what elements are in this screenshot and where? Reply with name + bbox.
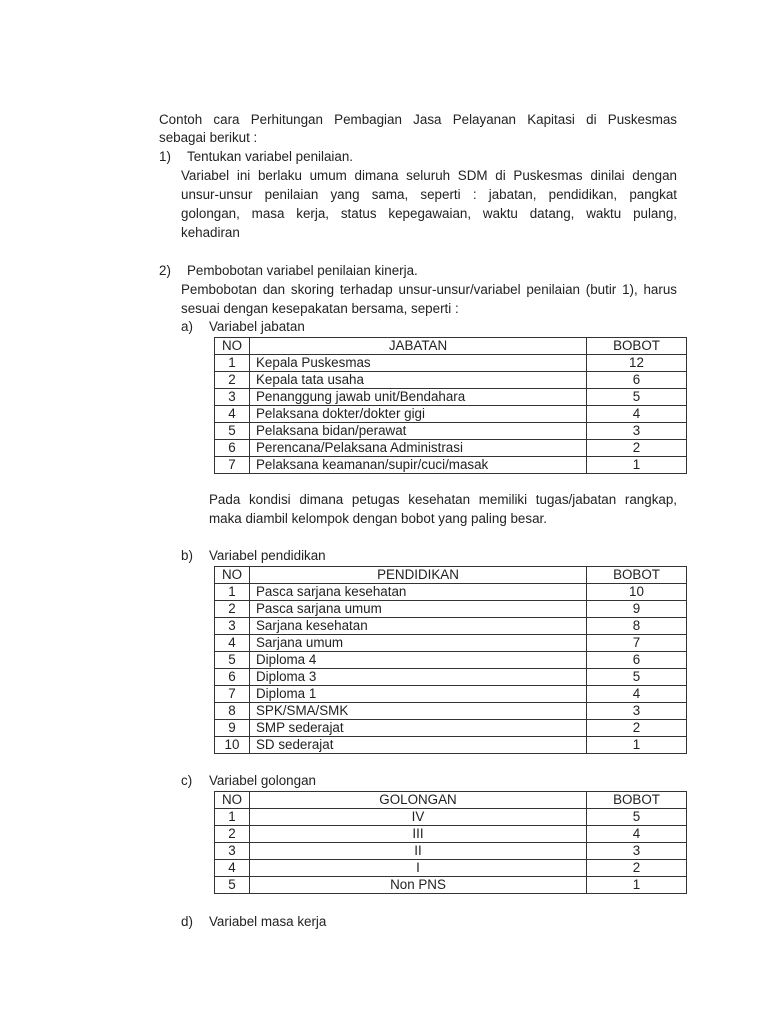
cell-label: IV xyxy=(250,809,587,826)
table-row xyxy=(215,635,687,652)
cell-label: Kepala Puskesmas xyxy=(250,355,587,372)
cell-no: 2 xyxy=(215,372,250,389)
cell-bobot: 5 xyxy=(587,669,687,686)
table-row xyxy=(215,669,687,686)
step-2-title: Pembobotan variabel penilaian kinerja. xyxy=(187,263,418,278)
cell-label: Kepala tata usaha xyxy=(250,372,587,389)
col-header-bobot: BOBOT xyxy=(587,792,687,809)
cell-bobot: 8 xyxy=(587,618,687,635)
cell-bobot: 12 xyxy=(587,355,687,372)
col-header-bobot: BOBOT xyxy=(587,567,687,584)
table-row xyxy=(215,423,687,440)
cell-bobot: 4 xyxy=(587,826,687,843)
cell-no: 4 xyxy=(215,406,250,423)
table-row xyxy=(215,877,687,894)
cell-bobot: 2 xyxy=(587,440,687,457)
table-row xyxy=(215,720,687,737)
section-a-title: Variabel jabatan xyxy=(209,319,305,334)
table-header-row xyxy=(215,792,687,809)
col-header-no: NO xyxy=(215,792,250,809)
cell-no: 6 xyxy=(215,440,250,457)
step-2-number: 2) xyxy=(159,263,171,278)
table-row xyxy=(215,809,687,826)
cell-no: 9 xyxy=(215,720,250,737)
cell-label: Sarjana umum xyxy=(250,635,587,652)
col-header-no: NO xyxy=(215,567,250,584)
cell-label: SPK/SMA/SMK xyxy=(250,703,587,720)
cell-bobot: 1 xyxy=(587,737,687,754)
table-pendidikan xyxy=(214,566,687,754)
cell-no: 3 xyxy=(215,618,250,635)
step-1-para-line-3: golongan, masa kerja, status kepegawaian, waktu datang, waktu pulang, xyxy=(181,206,677,221)
cell-label: Diploma 4 xyxy=(250,652,587,669)
cell-no: 1 xyxy=(215,809,250,826)
cell-bobot: 7 xyxy=(587,635,687,652)
cell-no: 5 xyxy=(215,652,250,669)
cell-bobot: 6 xyxy=(587,372,687,389)
cell-bobot: 10 xyxy=(587,584,687,601)
table-pendidikan-wrapper xyxy=(214,566,687,754)
cell-bobot: 5 xyxy=(587,389,687,406)
cell-label: Pasca sarjana umum xyxy=(250,601,587,618)
table-jabatan xyxy=(214,337,687,474)
cell-no: 8 xyxy=(215,703,250,720)
cell-label: Diploma 1 xyxy=(250,686,587,703)
table-golongan-wrapper xyxy=(214,791,687,894)
section-a-note-line-1: Pada kondisi dimana petugas kesehatan memiliki tugas/jabatan rangkap, xyxy=(209,492,677,507)
table-row xyxy=(215,843,687,860)
cell-no: 4 xyxy=(215,860,250,877)
table-row xyxy=(215,389,687,406)
step-2-para-line-1: Pembobotan dan skoring terhadap unsur-unsur/variabel penilaian (butir 1), harus xyxy=(181,282,677,297)
col-header-pendidikan: PENDIDIKAN xyxy=(250,567,587,584)
table-row xyxy=(215,652,687,669)
cell-no: 7 xyxy=(215,686,250,703)
table-row xyxy=(215,406,687,423)
cell-no: 5 xyxy=(215,423,250,440)
cell-bobot: 5 xyxy=(587,809,687,826)
cell-label: Non PNS xyxy=(250,877,587,894)
step-1-para-line-1: Variabel ini berlaku umum dimana seluruh SDM di Puskesmas dinilai dengan xyxy=(181,168,677,183)
intro-line-2: sebagai berikut : xyxy=(159,130,258,145)
step-1-title: Tentukan variabel penilaian. xyxy=(187,149,354,164)
cell-bobot: 9 xyxy=(587,601,687,618)
section-a-note-line-2: maka diambil kelompok dengan bobot yang paling besar. xyxy=(209,511,547,526)
table-row xyxy=(215,860,687,877)
cell-no: 1 xyxy=(215,355,250,372)
col-header-jabatan: JABATAN xyxy=(250,338,587,355)
cell-no: 4 xyxy=(215,635,250,652)
step-1-number: 1) xyxy=(159,149,171,164)
section-c-title: Variabel golongan xyxy=(209,773,316,788)
section-a-letter: a) xyxy=(181,319,193,334)
cell-bobot: 3 xyxy=(587,843,687,860)
cell-label: II xyxy=(250,843,587,860)
section-a-heading xyxy=(181,318,305,336)
cell-no: 2 xyxy=(215,826,250,843)
section-c-heading xyxy=(181,772,316,790)
table-row xyxy=(215,355,687,372)
cell-label: SD sederajat xyxy=(250,737,587,754)
section-d-heading xyxy=(181,913,326,931)
cell-no: 3 xyxy=(215,389,250,406)
cell-bobot: 4 xyxy=(587,686,687,703)
cell-label: Sarjana kesehatan xyxy=(250,618,587,635)
section-d-title: Variabel masa kerja xyxy=(209,914,327,929)
step-1-heading xyxy=(159,148,353,166)
table-row xyxy=(215,618,687,635)
cell-label: Pelaksana dokter/dokter gigi xyxy=(250,406,587,423)
cell-bobot: 2 xyxy=(587,720,687,737)
cell-no: 1 xyxy=(215,584,250,601)
cell-bobot: 3 xyxy=(587,703,687,720)
section-b-letter: b) xyxy=(181,548,193,563)
cell-no: 6 xyxy=(215,669,250,686)
table-golongan xyxy=(214,791,687,894)
cell-no: 2 xyxy=(215,601,250,618)
table-row xyxy=(215,737,687,754)
cell-bobot: 4 xyxy=(587,406,687,423)
table-header-row xyxy=(215,338,687,355)
step-1-para-line-4: kehadiran xyxy=(181,225,240,240)
cell-label: Pelaksana keamanan/supir/cuci/masak xyxy=(250,457,587,474)
cell-label: Perencana/Pelaksana Administrasi xyxy=(250,440,587,457)
cell-label: SMP sederajat xyxy=(250,720,587,737)
cell-label: Penanggung jawab unit/Bendahara xyxy=(250,389,587,406)
cell-bobot: 1 xyxy=(587,877,687,894)
cell-label: Pelaksana bidan/perawat xyxy=(250,423,587,440)
cell-bobot: 3 xyxy=(587,423,687,440)
section-b-heading xyxy=(181,547,326,565)
table-row xyxy=(215,372,687,389)
col-header-golongan: GOLONGAN xyxy=(250,792,587,809)
section-c-letter: c) xyxy=(181,773,193,788)
cell-no: 5 xyxy=(215,877,250,894)
step-2-heading xyxy=(159,262,418,280)
col-header-no: NO xyxy=(215,338,250,355)
table-row xyxy=(215,686,687,703)
step-1-para-line-2: unsur-unsur penilaian yang sama, seperti : jabatan, pendidikan, pangkat xyxy=(181,187,677,202)
cell-bobot: 2 xyxy=(587,860,687,877)
cell-label: III xyxy=(250,826,587,843)
col-header-bobot: BOBOT xyxy=(587,338,687,355)
cell-label: Diploma 3 xyxy=(250,669,587,686)
table-row xyxy=(215,584,687,601)
table-header-row xyxy=(215,567,687,584)
table-row xyxy=(215,457,687,474)
cell-bobot: 1 xyxy=(587,457,687,474)
cell-label: I xyxy=(250,860,587,877)
cell-label: Pasca sarjana kesehatan xyxy=(250,584,587,601)
section-b-title: Variabel pendidikan xyxy=(209,548,326,563)
intro-line-1: Contoh cara Perhitungan Pembagian Jasa Pelayanan Kapitasi di Puskesmas xyxy=(159,112,677,127)
section-d-letter: d) xyxy=(181,914,193,929)
cell-no: 10 xyxy=(215,737,250,754)
table-row xyxy=(215,440,687,457)
step-2-para-line-2: sesuai dengan kesepakatan bersama, seperti : xyxy=(181,301,459,316)
table-row xyxy=(215,601,687,618)
table-row xyxy=(215,703,687,720)
cell-no: 7 xyxy=(215,457,250,474)
table-row xyxy=(215,826,687,843)
cell-bobot: 6 xyxy=(587,652,687,669)
cell-no: 3 xyxy=(215,843,250,860)
table-jabatan-wrapper xyxy=(214,337,687,474)
